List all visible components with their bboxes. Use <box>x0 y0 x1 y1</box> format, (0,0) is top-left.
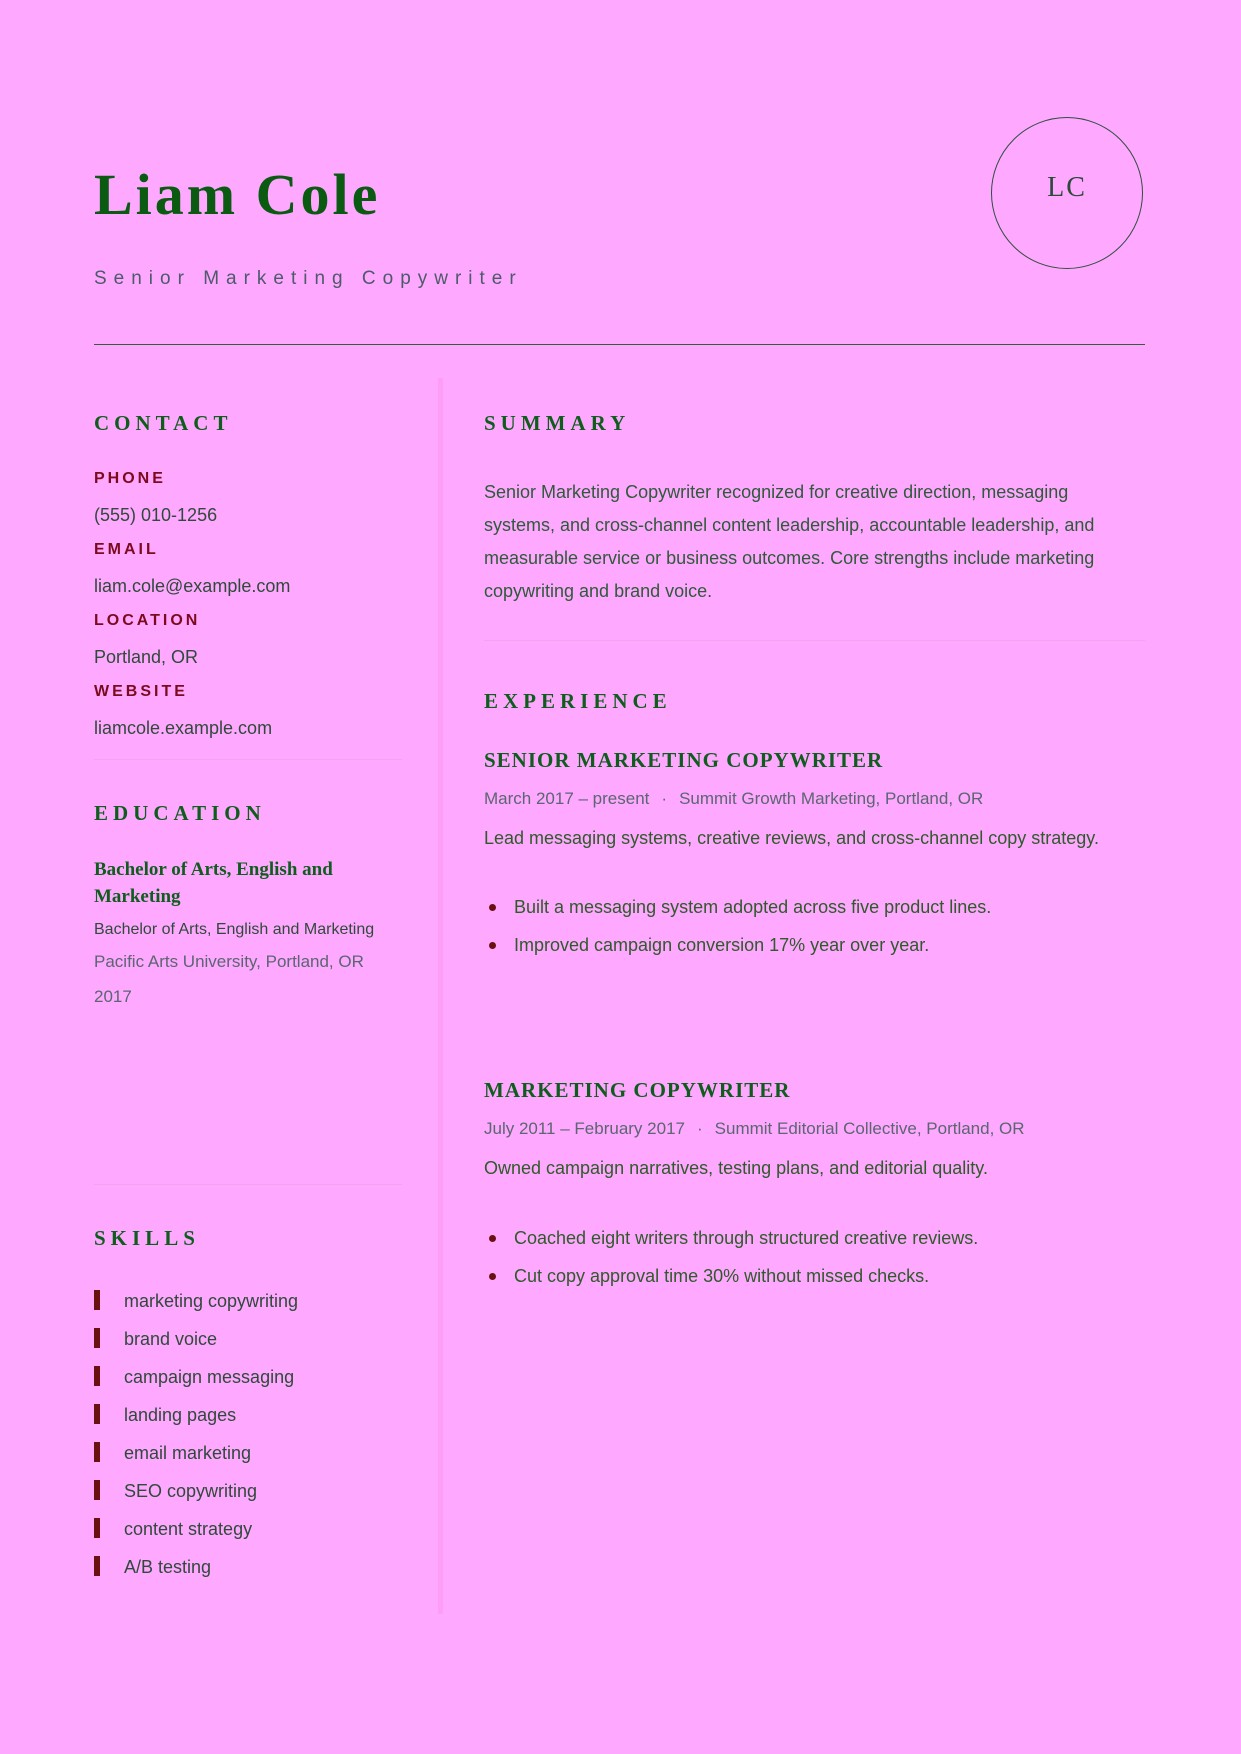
skills-list <box>94 1290 298 1594</box>
summary-divider <box>484 640 1145 641</box>
skill-item <box>94 1556 298 1594</box>
contact-heading: CONTACT <box>94 411 233 435</box>
skill-label: SEO copywriting <box>124 1481 258 1501</box>
skill-marker <box>94 1480 100 1500</box>
column-divider <box>438 378 443 1614</box>
bullet-text: Built a messaging system adopted across five product lines. <box>514 897 992 917</box>
skill-marker <box>94 1518 100 1538</box>
skill-label: marketing copywriting <box>124 1291 299 1311</box>
summary-text: Senior Marketing Copywriter recognized for creative direction, messaging systems, and cross-channel content leadership, accountable leadership, and measurable service or business outcomes. Core strengths include marketing copywriting and brand voice. <box>484 482 1095 601</box>
job-bullet <box>484 1227 978 1265</box>
education-subtitle: Bachelor of Arts, English and Marketing <box>94 921 375 938</box>
contact-divider <box>94 759 402 760</box>
education-heading: EDUCATION <box>94 801 266 825</box>
job-bullet <box>484 1265 978 1303</box>
job-bullet <box>484 934 991 972</box>
skill-label: content strategy <box>124 1519 253 1539</box>
job-title: SENIOR MARKETING COPYWRITER <box>484 748 884 772</box>
header-divider <box>94 344 1145 345</box>
contact-value-website[interactable]: liamcole.example.com <box>94 718 273 738</box>
skill-item <box>94 1442 298 1480</box>
skill-label: brand voice <box>124 1329 218 1349</box>
bullet-text: Cut copy approval time 30% without missed checks. <box>514 1266 930 1286</box>
meta-separator: · <box>661 789 668 808</box>
job-company: Summit Growth Marketing, Portland, OR <box>679 789 984 808</box>
education-divider <box>94 1184 402 1185</box>
skill-marker <box>94 1328 100 1348</box>
job-bullets <box>484 896 991 972</box>
job-company: Summit Editorial Collective, Portland, OR <box>714 1119 1025 1138</box>
skill-marker <box>94 1290 100 1310</box>
skill-marker <box>94 1556 100 1576</box>
candidate-title: Senior Marketing Copywriter <box>94 268 523 289</box>
skill-item <box>94 1366 298 1404</box>
skill-item <box>94 1328 298 1366</box>
skill-label: landing pages <box>124 1405 237 1425</box>
skill-item <box>94 1290 298 1328</box>
bullet-text: Improved campaign conversion 17% year over year. <box>514 935 930 955</box>
education-school: Pacific Arts University, Portland, OR <box>94 952 364 971</box>
skill-item <box>94 1518 298 1556</box>
job-description: Lead messaging systems, creative reviews, and cross-channel copy strategy. <box>484 828 1099 848</box>
bullet-text: Coached eight writers through structured creative reviews. <box>514 1228 979 1248</box>
skill-label: A/B testing <box>124 1557 212 1577</box>
skill-marker <box>94 1366 100 1386</box>
skill-marker <box>94 1404 100 1424</box>
job-description: Owned campaign narratives, testing plans, and editorial quality. <box>484 1158 988 1178</box>
education-degree: Bachelor of Arts, English and Marketing <box>94 859 333 907</box>
contact-label-location: LOCATION <box>94 612 201 629</box>
monogram-badge: LC <box>991 117 1143 269</box>
skill-marker <box>94 1442 100 1462</box>
job-dates: July 2011 – February 2017 <box>484 1119 685 1138</box>
candidate-name: Liam Cole <box>94 162 381 227</box>
job-bullets <box>484 1227 978 1303</box>
job-bullet <box>484 896 991 934</box>
skill-label: campaign messaging <box>124 1367 295 1387</box>
contact-label-website: WEBSITE <box>94 683 188 700</box>
skills-heading: SKILLS <box>94 1226 200 1250</box>
bullet-dot <box>489 1273 496 1280</box>
contact-label-phone: PHONE <box>94 470 166 487</box>
job-title: MARKETING COPYWRITER <box>484 1078 791 1102</box>
bullet-dot <box>489 942 496 949</box>
job-dates: March 2017 – present <box>484 789 650 808</box>
contact-value-phone: (555) 010-1256 <box>94 505 218 525</box>
skill-item <box>94 1480 298 1518</box>
meta-separator: · <box>696 1119 703 1138</box>
skill-label: email marketing <box>124 1443 252 1463</box>
job-meta <box>484 1119 1025 1139</box>
contact-value-email[interactable]: liam.cole@example.com <box>94 576 291 596</box>
summary-heading: SUMMARY <box>484 411 631 435</box>
experience-heading: EXPERIENCE <box>484 689 672 713</box>
contact-value-location: Portland, OR <box>94 647 199 667</box>
education-year: 2017 <box>94 987 132 1006</box>
bullet-dot <box>489 904 496 911</box>
skill-item <box>94 1404 298 1442</box>
job-meta <box>484 789 983 809</box>
bullet-dot <box>489 1235 496 1242</box>
contact-label-email: EMAIL <box>94 541 159 558</box>
